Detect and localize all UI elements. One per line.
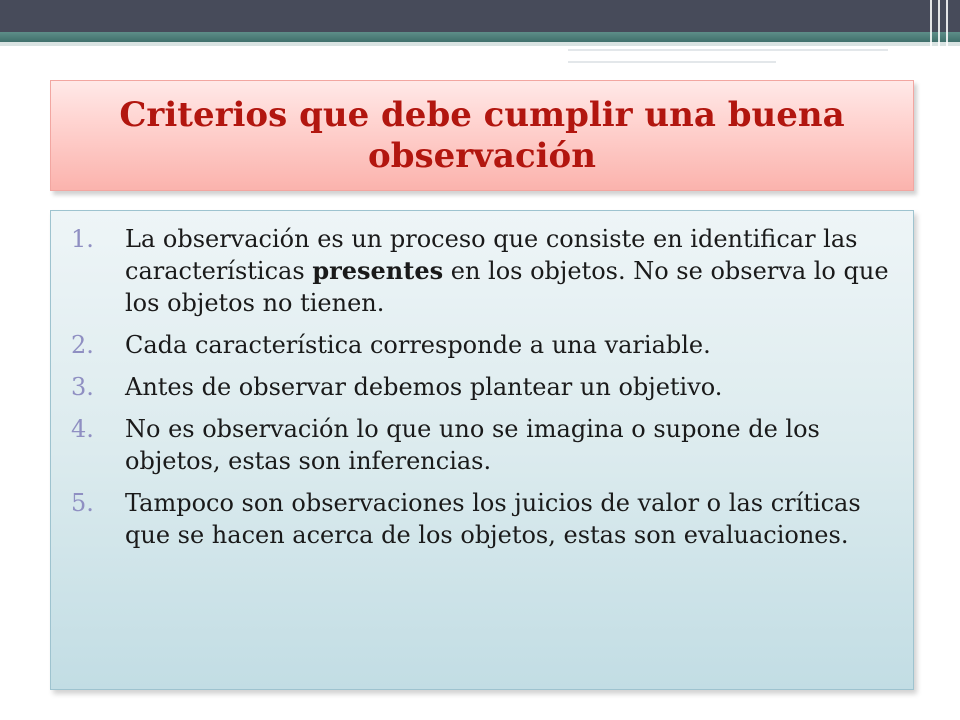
item-number: 4.	[71, 415, 94, 443]
criteria-list	[51, 211, 913, 551]
decorative-line	[568, 61, 776, 63]
item-text-start: La observación es un proceso que consiste en identificar las características	[125, 225, 858, 285]
item-text-end: en los objetos. No se observa lo que los objetos no tienen.	[125, 257, 889, 317]
content-box	[50, 210, 914, 690]
top-decorative-bar	[0, 0, 960, 32]
item-text	[125, 223, 893, 319]
item-emphasis: presentes	[312, 256, 444, 285]
item-number: 2.	[71, 331, 94, 359]
slide-title: Criterios que debe cumplir una buena observación	[119, 94, 845, 176]
decorative-line	[568, 49, 888, 51]
item-text: Antes de observar debemos plantear un objetivo.	[125, 373, 723, 401]
item-number: 3.	[71, 373, 94, 401]
list-item	[71, 413, 893, 477]
title-box	[50, 80, 914, 191]
item-number: 1.	[71, 225, 94, 253]
list-item	[71, 329, 893, 361]
decorative-vertical-line	[938, 0, 940, 80]
list-item	[71, 223, 893, 319]
decorative-vertical-line	[930, 0, 932, 80]
accent-stripe	[0, 32, 960, 42]
item-text: Tampoco son observaciones los juicios de valor o las críticas que se hacen acerca de los objetos, estas son evaluaciones.	[125, 489, 861, 549]
accent-stripe-light	[0, 42, 960, 46]
item-text: No es observación lo que uno se imagina o supone de los objetos, estas son inferencias.	[125, 415, 820, 475]
item-number: 5.	[71, 489, 94, 517]
item-text: Cada característica corresponde a una variable.	[125, 331, 711, 359]
list-item	[71, 487, 893, 551]
decorative-vertical-line	[946, 0, 948, 80]
list-item	[71, 371, 893, 403]
